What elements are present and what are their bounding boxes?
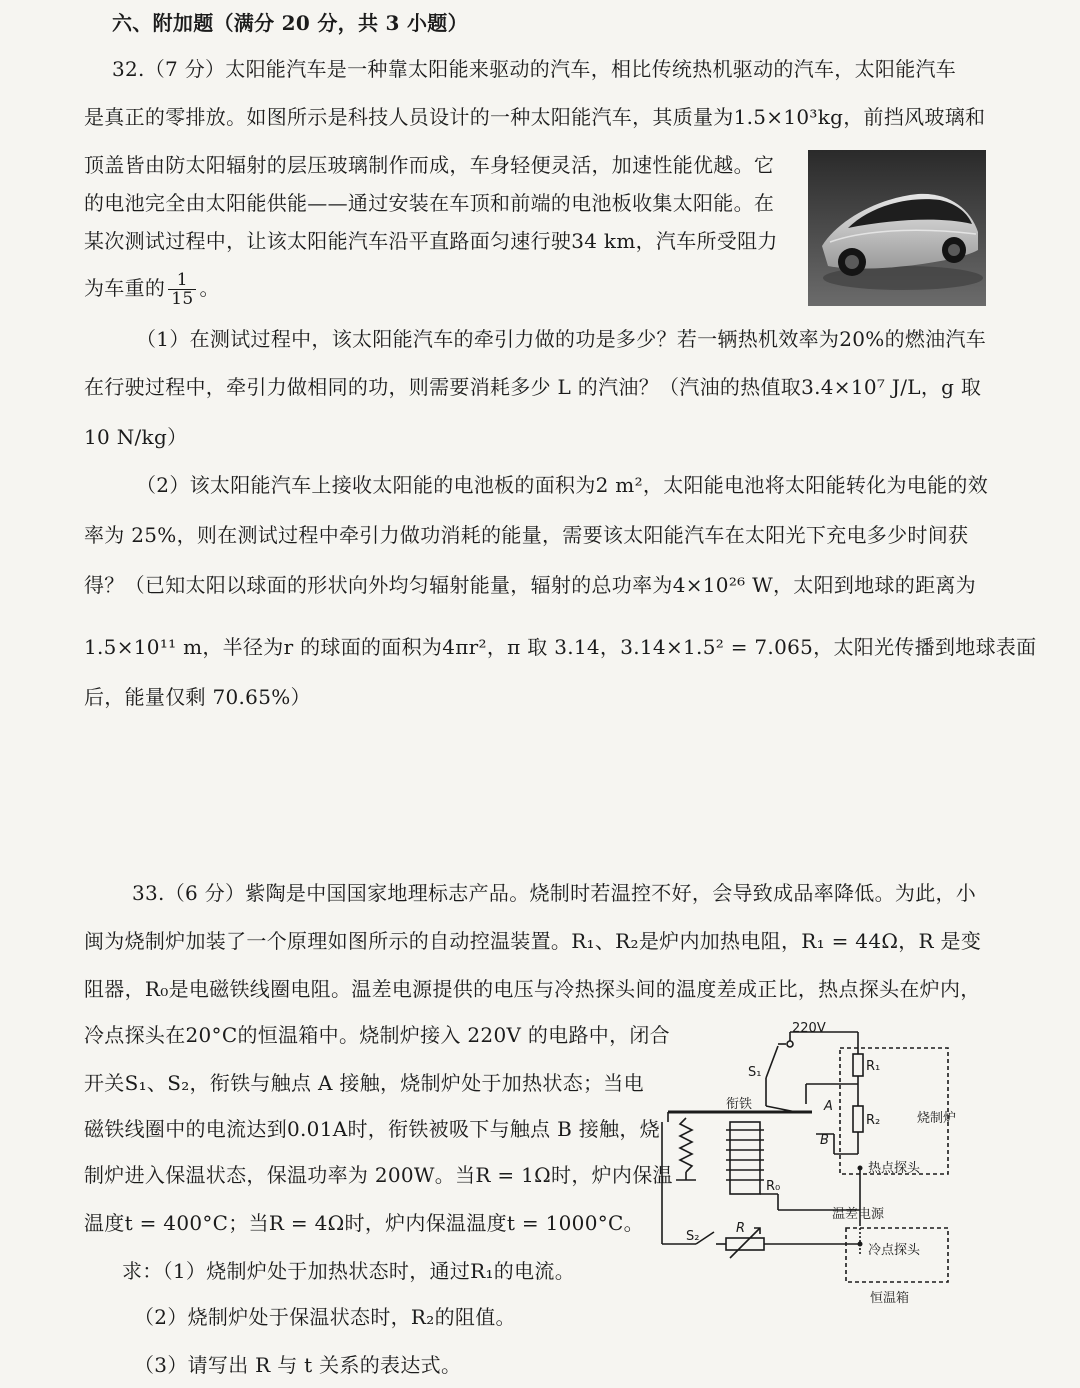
label-contact-a: A [824, 1099, 833, 1114]
label-s2: S₂ [686, 1229, 700, 1244]
fraction-one-fifteenth [168, 271, 196, 308]
hot-probe-node [858, 1166, 863, 1171]
label-r0: R₀ [766, 1179, 781, 1194]
label-hot-probe: 热点探头 [868, 1161, 921, 1176]
q32-line-5: 某次测试过程中，让该太阳能汽车沿平直路面匀速行驶34 km，汽车所受阻力 [84, 229, 778, 253]
q32-part2-line-3: 得？（已知太阳以球面的形状向外均匀辐射能量，辐射的总功率为4×10²⁶ W，太阳到地球的距离为 [84, 573, 976, 597]
label-r1: R₁ [866, 1059, 881, 1074]
temperature-control-circuit-diagram [656, 1018, 966, 1318]
q33-line-2: 闽为烧制炉加装了一个原理如图所示的自动控温装置。R₁、R₂是炉内加热电阻，R₁ = 44Ω，R 是变 [84, 929, 982, 953]
label-220v: 220V [792, 1021, 826, 1036]
supply-terminal [787, 1041, 793, 1047]
q32-line-3: 顶盖皆由防太阳辐射的层压玻璃制作而成，车身轻便灵活，加速性能优越。它 [84, 153, 775, 177]
q33-line-7: 制炉进入保温状态，保温功率为 200W。当R = 1Ω时，炉内保温 [84, 1163, 673, 1187]
label-armature: 衔铁 [726, 1097, 753, 1112]
label-thermostat-box: 恒温箱 [870, 1291, 910, 1306]
q32-line-6-suffix: 。 [199, 276, 220, 300]
label-cold-probe: 冷点探头 [868, 1243, 921, 1258]
q33-line-8: 温度t = 400°C；当R = 4Ω时，炉内保温温度t = 1000°C。 [84, 1211, 644, 1235]
label-r: R [736, 1221, 746, 1236]
q32-line-6 [84, 266, 220, 310]
label-furnace: 烧制炉 [916, 1111, 956, 1126]
resistor-r2 [853, 1106, 863, 1132]
q33-line-3: 阻器，R₀是电磁铁线圈电阻。温差电源提供的电压与冷热探头间的温度差成正比，热点探头在炉内， [84, 977, 981, 1001]
q32-part1-line-3: 10 N/kg） [84, 425, 188, 449]
q33-line-6: 磁铁线圈中的电流达到0.01A时，衔铁被吸下与触点 B 接触，烧 [84, 1117, 660, 1141]
q33-line-1: 33.（6 分）紫陶是中国国家地理标志产品。烧制时若温控不好，会导致成品率降低。为此，小 [132, 881, 977, 905]
solar-car-photo [808, 150, 986, 306]
q33-ask-1: 求：（1）烧制炉处于加热状态时，通过R₁的电流。 [122, 1259, 576, 1283]
q32-line-6-prefix: 为车重的 [84, 276, 166, 300]
q32-part2-line-2: 率为 25%，则在测试过程中牵引力做功消耗的能量，需要该太阳能汽车在太阳光下充电多少时间获 [84, 523, 969, 547]
electromagnet-coil [726, 1130, 764, 1180]
q32-line-2: 是真正的零排放。如图所示是科技人员设计的一种太阳能汽车，其质量为1.5×10³kg，前挡风玻璃和 [84, 105, 986, 129]
label-thermo-source: 温差电源 [832, 1207, 885, 1222]
q32-part1-line-2: 在行驶过程中，牵引力做相同的功，则需要消耗多少 L 的汽油？（汽油的热值取3.4×10⁷ J/L，g 取 [84, 375, 982, 399]
fraction-numerator: 1 [168, 271, 196, 290]
q32-line-1: 32.（7 分）太阳能汽车是一种靠太阳能来驱动的汽车，相比传统热机驱动的汽车，太阳能汽车 [112, 57, 957, 81]
label-contact-b: B [820, 1133, 829, 1148]
cold-probe-node [858, 1242, 863, 1247]
q33-line-5: 开关S₁、S₂，衔铁与触点 A 接触，烧制炉处于加热状态；当电 [84, 1071, 644, 1095]
fraction-denominator: 15 [171, 289, 194, 309]
q32-part2-line-5: 后，能量仅剩 70.65%） [84, 685, 311, 709]
label-r2: R₂ [866, 1113, 881, 1128]
q32-part2-line-4: 1.5×10¹¹ m，半径为r 的球面的面积为4πr²，π 取 3.14，3.14×1.5² = 7.065，太阳光传播到地球表面 [84, 635, 1037, 659]
q33-ask-2: （2）烧制炉处于保温状态时，R₂的阻值。 [134, 1305, 516, 1329]
label-s1: S₁ [748, 1065, 762, 1080]
q32-part1-line-1: （1）在测试过程中，该太阳能汽车的牵引力做的功是多少？若一辆热机效率为20%的燃油汽车 [136, 327, 987, 351]
electromagnet-core [730, 1122, 760, 1194]
switch-s1 [766, 1046, 778, 1078]
q33-line-4: 冷点探头在20°C的恒温箱中。烧制炉接入 220V 的电路中，闭合 [84, 1023, 670, 1047]
q32-part2-line-1: （2）该太阳能汽车上接收太阳能的电池板的面积为2 m²，太阳能电池将太阳能转化为电能的效 [136, 473, 988, 497]
q32-line-4: 的电池完全由太阳能供能——通过安装在车顶和前端的电池板收集太阳能。在 [84, 191, 775, 215]
spring [680, 1118, 692, 1172]
section-heading: 六、附加题（满分 20 分，共 3 小题） [112, 11, 468, 35]
q33-ask-3: （3）请写出 R 与 t 关系的表达式。 [134, 1353, 462, 1377]
resistor-r1 [853, 1054, 863, 1076]
